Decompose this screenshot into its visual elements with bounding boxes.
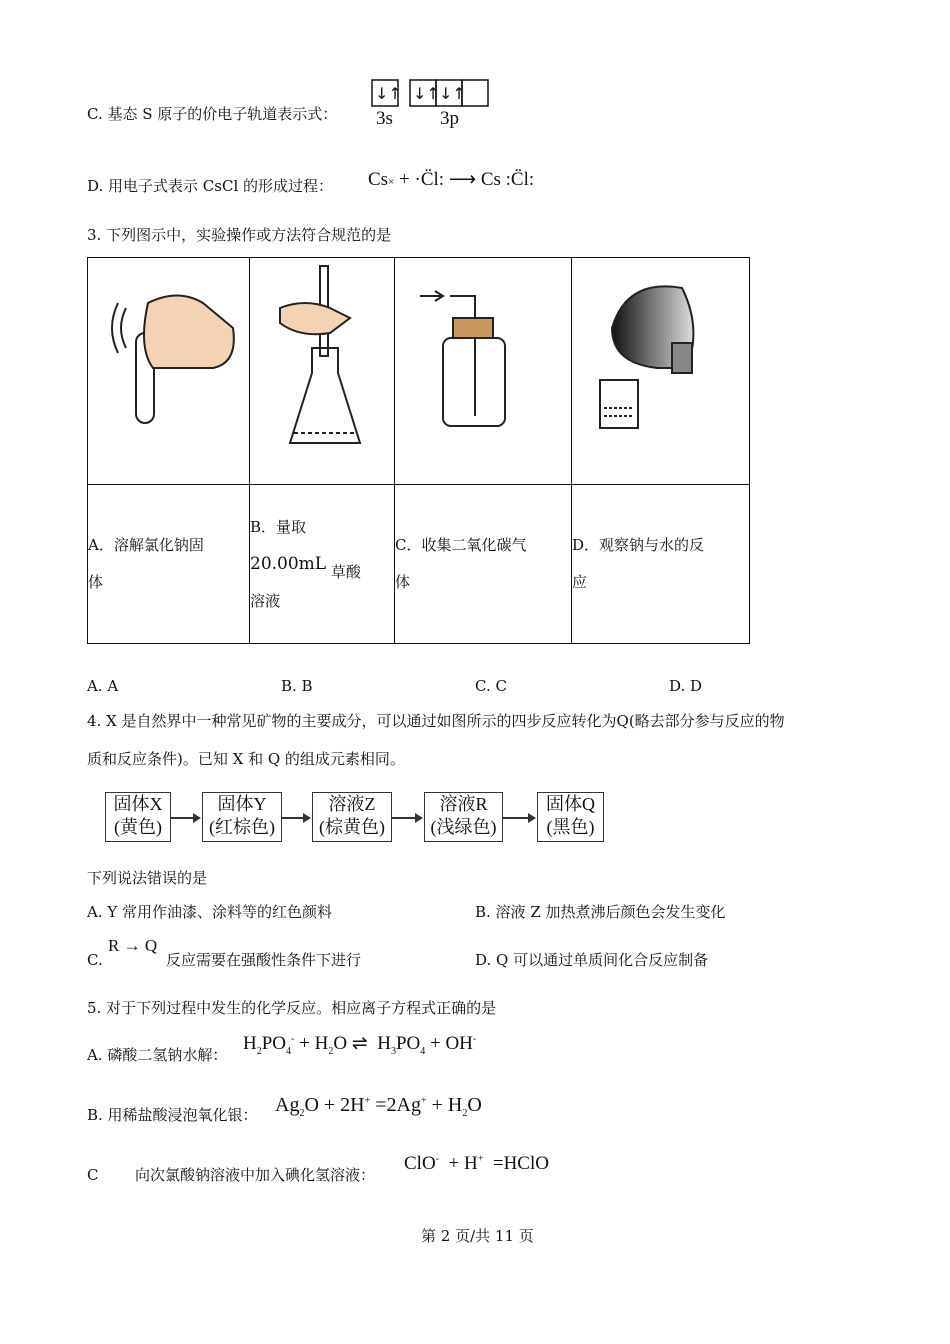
- caption-d: D．观察钠与水的反 应: [572, 485, 750, 644]
- q4-option-c-prefix: C.: [87, 951, 103, 969]
- q2-option-c: C. 基态 S 原子的价电子轨道表示式：: [87, 105, 338, 123]
- q3-stem: 3. 下列图示中，实验操作或方法符合规范的是: [87, 226, 392, 244]
- svg-text:↓↑: ↓↑: [413, 84, 440, 103]
- q5-option-c: 向次氯酸钠溶液中加入碘化氢溶液：: [135, 1166, 376, 1184]
- caption-a: A．溶解氯化钠固 体: [88, 485, 250, 644]
- orbital-3s-label: 3s: [376, 108, 393, 129]
- q4-option-d: D. Q 可以通过单质间化合反应制备: [475, 951, 709, 969]
- flow-arrow: [392, 817, 421, 819]
- flow-arrow: [171, 817, 199, 819]
- q5-equation-a: $H_2PO_4^- + H_2O$ ⇌ $H_3PO_4 + OH^-$: [243, 1033, 477, 1057]
- q4-stem-line1: 4. X 是自然界中一种常见矿物的主要成分，可以通过如图所示的四步反应转化为Q(略去部分参与反应的物: [87, 712, 785, 730]
- cscl-formation-equation: Cs× + ·C̈l: ⟶ Cs :C̈l:: [368, 169, 535, 190]
- image-observe-reaction: [572, 258, 750, 485]
- flow-box-x: 固体X (黄色): [105, 792, 171, 842]
- page-footer: 第 2 页/共 11 页: [421, 1227, 534, 1245]
- q3-choice-c: C. C: [475, 677, 507, 695]
- svg-text:↓↑: ↓↑: [375, 84, 402, 103]
- svg-text:↓↑: ↓↑: [439, 84, 466, 103]
- q5-equation-c: ClO- + H+ =HClO: [404, 1153, 549, 1174]
- q3-choice-b: B. B: [281, 677, 313, 695]
- q4-option-a: A. Y 常用作油漆、涂料等的红色颜料: [87, 903, 333, 921]
- flow-box-y: 固体Y (红棕色): [202, 792, 282, 842]
- caption-c: C．收集二氧化碳气 体: [395, 485, 572, 644]
- orbital-3p-label: 3p: [440, 108, 459, 129]
- q5-equation-b: $Ag_2O + 2H^+ =2Ag^+ + H_2O$: [275, 1094, 482, 1119]
- q2-option-d: D. 用电子式表示 CsCl 的形成过程：: [87, 177, 334, 195]
- q4-prompt: 下列说法错误的是: [87, 869, 208, 887]
- flow-box-r: 溶液R (浅绿色): [424, 792, 503, 842]
- q3-figure-table: [87, 257, 750, 644]
- image-dissolve: [88, 258, 250, 485]
- q5-option-a: A. 磷酸二氢钠水解：: [87, 1046, 228, 1064]
- q4-option-c: 反应需要在强酸性条件下进行: [166, 951, 362, 969]
- q5-option-c-letter: C: [87, 1166, 99, 1184]
- flow-box-z: 溶液Z (棕黄色): [312, 792, 392, 842]
- flow-arrow: [282, 817, 309, 819]
- q4-stem-line2: 质和反应条件)。已知 X 和 Q 的组成元素相同。: [87, 750, 405, 768]
- image-measure-burette: [250, 258, 395, 485]
- q3-choice-a: A. A: [87, 677, 119, 695]
- caption-b: B．量取 20.00mL 草酸 溶液: [250, 485, 395, 644]
- q4-option-c-formula: R → Q: [108, 936, 158, 955]
- q4-option-b: B. 溶液 Z 加热煮沸后颜色会发生变化: [475, 903, 726, 921]
- image-gas-bottle: [395, 258, 572, 485]
- flow-box-q: 固体Q (黑色): [537, 792, 604, 842]
- q3-choice-d: D. D: [669, 677, 703, 695]
- q5-option-b: B. 用稀盐酸浸泡氧化银：: [87, 1106, 258, 1124]
- q5-stem: 5. 对于下列过程中发生的化学反应。相应离子方程式正确的是: [87, 999, 497, 1017]
- flow-arrow: [503, 817, 534, 819]
